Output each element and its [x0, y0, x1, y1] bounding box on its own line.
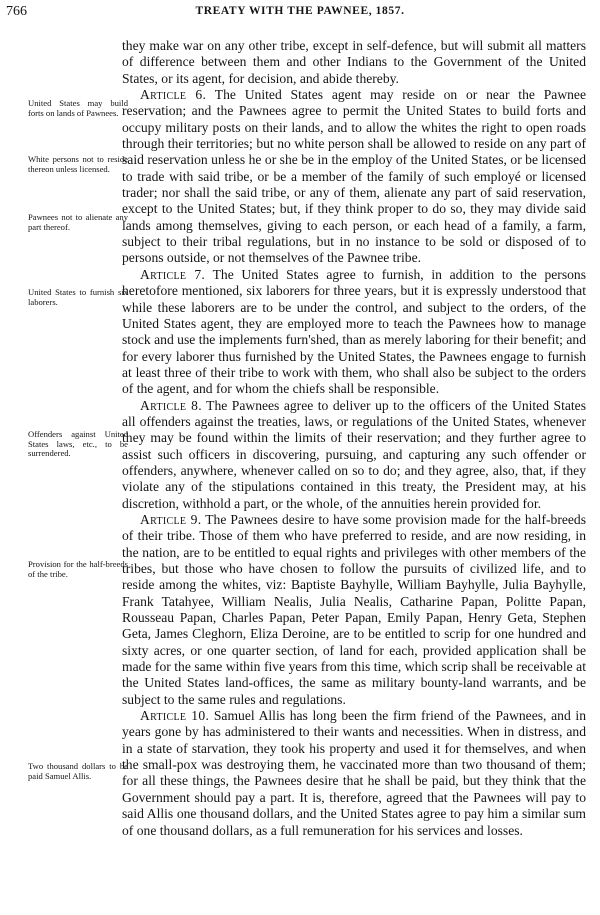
- article-8-text: The Pawnees agree to deliver up to the officers of the United States all offenders against the treaties, laws, or regulations of the United States, whenever they may be found within the limits of their reservation; and they further agree to assist such officers in discovering, pursuing, and capturing any such offender or offenders, anywhere, whenever called on so to do; and they agree, also, that, if they violate any of the stipulations contained in this treaty, the President may, at his discretion, withhold a part, or the whole, of the annuities herein provided for.: [122, 397, 586, 511]
- article-10: [122, 708, 586, 839]
- margin-note-allis: Two thousand dollars to be paid Samuel Allis.: [28, 761, 128, 781]
- article-7-label: Article 7.: [140, 266, 206, 282]
- article-6-text: The United States agent may reside on or near the Pawnee reservation; and the Pawnees agree to permit the United States to build forts and occupy military posts on their lands, and to allow the whites the right to open roads through their territories; but no white person shall be allowed to reside on any part of said reservation unless he or she be in the employ of the United States, or be licensed to trade with said tribe, or be a member of the family of such employé or licensed trader; nor shall the said tribe, or any of them, alienate any part of said reservation, except to the United States; but, if they think proper to do so, they may divide said lands among themselves, giving to each person, or each head of a family, a farm, subject to their tribal regulations, but in no instance to be sold or disposed of to persons outside, or not themselves of the Pawnee tribe.: [122, 87, 587, 266]
- continuation-paragraph: they make war on any other tribe, except in self-defence, but will submit all matters of difference between them and other Indians to the Government of the United States, or its agent, for decision, and abide thereby.: [122, 38, 586, 86]
- article-10-label: Article 10.: [140, 708, 210, 724]
- page-header: [6, 2, 594, 24]
- article-10-text: Samuel Allis has long been the firm friend of the Pawnees, and in years gone by has administered to their wants and necessities. When in distress, and in a state of starvation, they took his property and used it for themselves, and when the small-pox was destroying them, he vaccinated more than two thousand of them; for all these things, the Pawnees desire that he shall be paid, but they think that the Government should pay a part. It is, therefore, agreed that the Pawnees will pay to said Allis one thousand dollars, and the United States agree to pay him a similar sum of one thousand dollars, as a full remuneration for his services and losses.: [122, 708, 586, 838]
- page-number: 766: [6, 4, 27, 19]
- treaty-body: [122, 38, 586, 839]
- margin-note-white-persons: White persons not to reside thereon unless licensed.: [28, 154, 128, 174]
- article-6-label: Article 6.: [140, 87, 207, 103]
- margin-note-forts: United States may build forts on lands of Pawnees.: [28, 98, 128, 118]
- article-8: [122, 398, 586, 512]
- margin-note-laborers: United States to furnish six laborers.: [28, 287, 128, 307]
- margin-note-offenders: Offenders against United States laws, etc., to be surrendered.: [28, 429, 128, 459]
- article-7: [122, 267, 586, 398]
- article-6: [122, 87, 586, 267]
- running-title: TREATY WITH THE PAWNEE, 1857.: [195, 5, 405, 17]
- article-8-label: Article 8.: [140, 397, 202, 413]
- article-9: [122, 512, 586, 708]
- margin-note-alienate: Pawnees not to alienate any part thereof.: [28, 212, 128, 232]
- article-9-label: Article 9.: [140, 511, 202, 527]
- margin-note-half-breeds: Provision for the half-breeds of the tribe.: [28, 559, 128, 579]
- article-9-text: The Pawnees desire to have some provision made for the half-breeds of their tribe. Those of them who have preferred to reside, and are now residing, in the nation, are to be entitled to equal rights and privileges with other members of the tribes, but those who have chosen to follow the pursuits of civilized life, and to reside among the whites, viz: Baptiste Bayhylle, William Bayhylle, Julia Bayhylle, Frank Tatahyee, William Nealis, Julia Nealis, Catharine Papan, Politte Papan, Rousseau Papan, Charles Papan, Peter Papan, Emily Papan, Henry Geta, Stephen Geta, James Cleghorn, Eliza Deroine, are to be entitled to scrip for one hundred and sixty acres, or one quarter section, of land for each, provided application shall be made for the same within five years from this time, which scrip shall be receivable at the United States land-offices, the same as military bounty-land warrants, and be subject to the same rules and regulations.: [122, 511, 586, 707]
- article-7-text: The United States agree to furnish, in addition to the persons heretofore mentioned, six laborers for three years, but it is expressly understood that while these laborers are to be under the control, and subject to the orders, of the United States agent, they are employed more to teach the Pawnees how to manage stock and use the implements furn'shed, than as merely laboring for their benefit; and for every laborer thus furnished by the United States, the Pawnees engage to furnish at least three of their tribe to work with them, who shall also be subject to the orders of the agent, and for whom the chiefs shall be responsible.: [122, 266, 586, 397]
